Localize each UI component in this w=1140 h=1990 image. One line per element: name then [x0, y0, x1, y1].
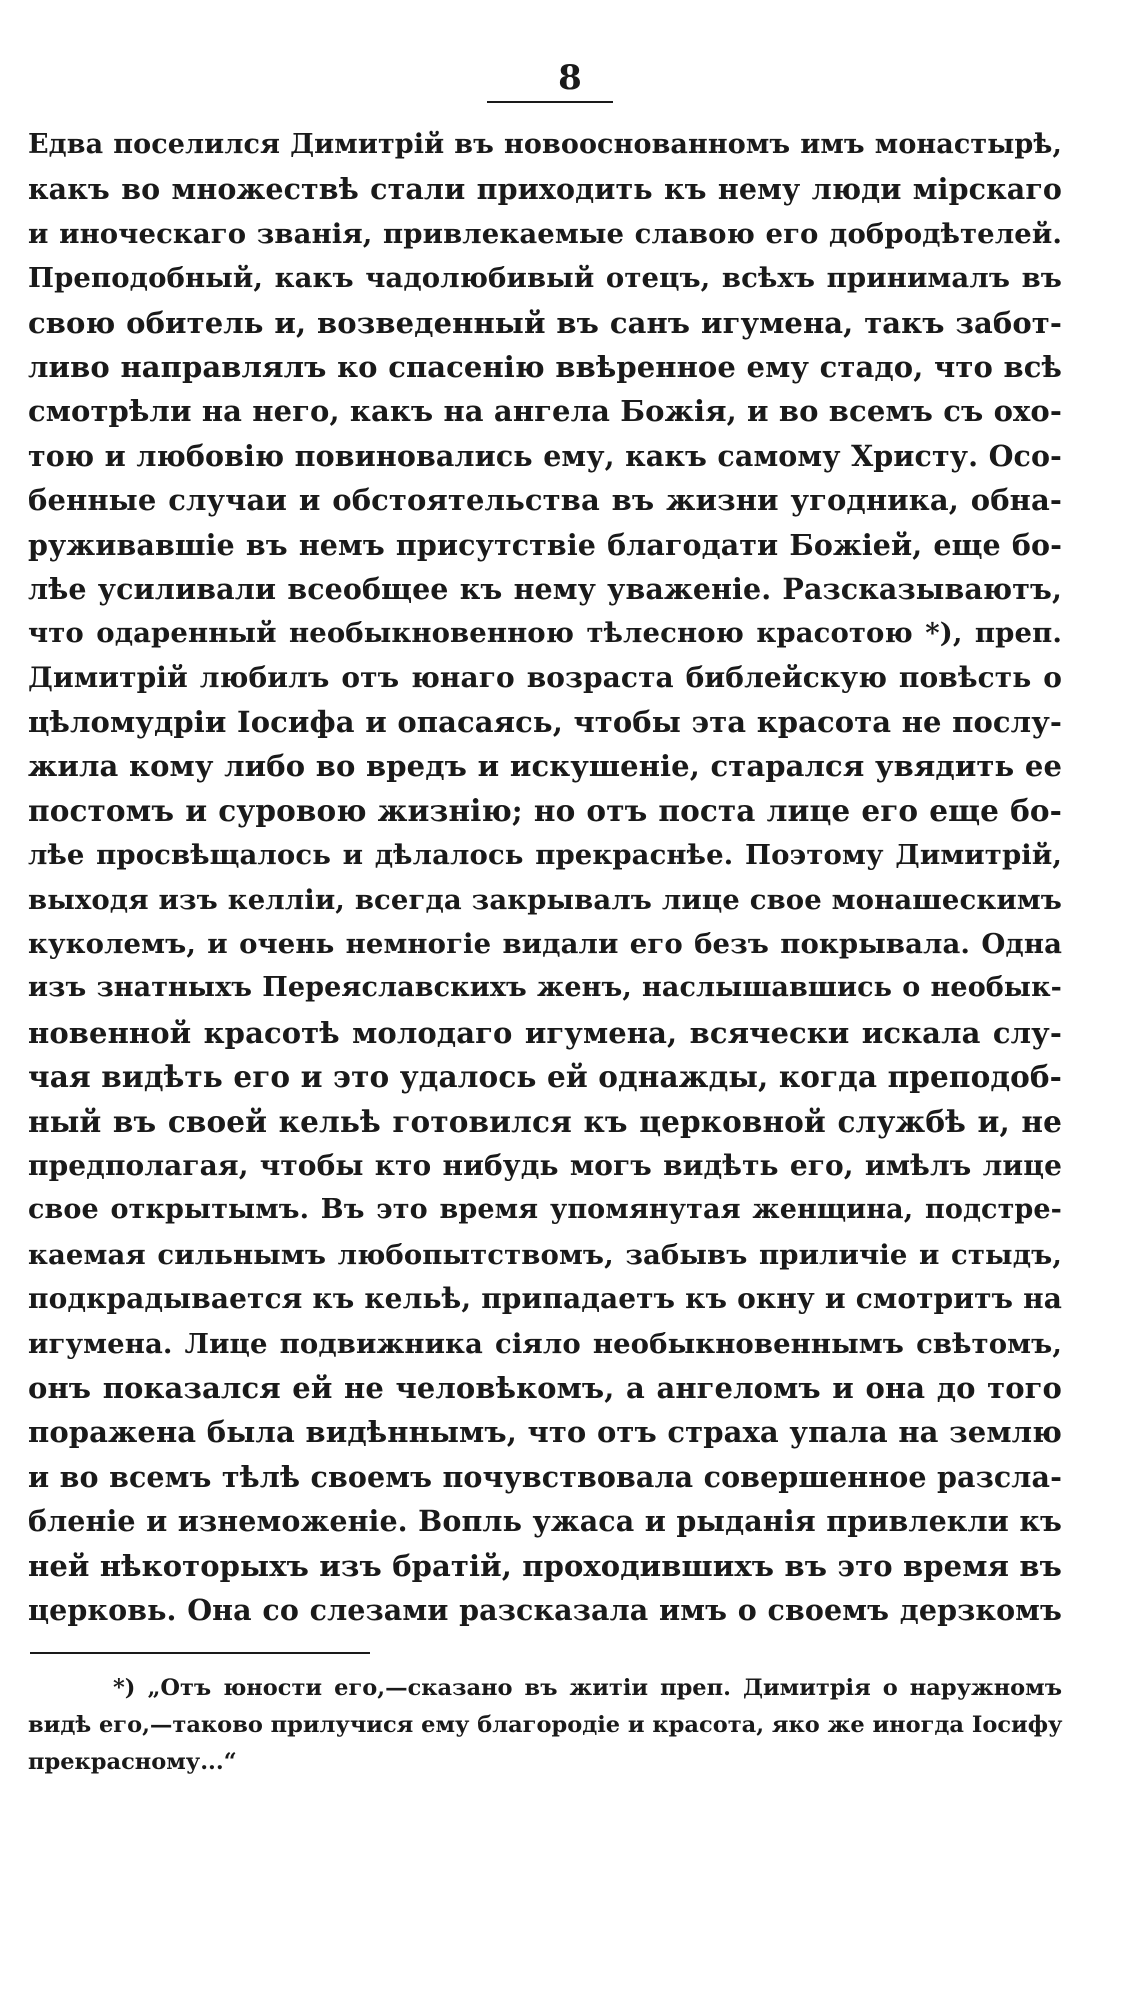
text-line: постомъ и суровою жизнію; но отъ поста лице его еще бо-: [28, 792, 1062, 828]
text-line: изъ знатныхъ Переяславскихъ женъ, наслышавшись о необык-: [28, 972, 1062, 1004]
text-line: Преподобный, какъ чадолюбивый отецъ, всѣхъ принималъ въ: [28, 262, 1062, 295]
text-line: и во всемъ тѣлѣ своемъ почувствовала совершенное разсла-: [28, 1459, 1062, 1494]
text-line: игумена. Лице подвижника сіяло необыкновеннымъ свѣтомъ,: [28, 1327, 1062, 1360]
text-line: лѣе просвѣщалось и дѣлалось прекраснѣе. Поэтому Димитрій,: [28, 839, 1062, 872]
text-line: руживавшіе въ немъ присутствіе благодати Божіей, еще бо-: [28, 527, 1062, 562]
text-line: и иноческаго званія, привлекаемые славою его добродѣтелей.: [28, 217, 1062, 250]
text-line: церковь. Она со слезами разсказала имъ о своемъ дерзкомъ: [28, 1592, 1062, 1627]
text-line: поражена была видѣннымъ, что отъ страха упала на землю: [28, 1415, 1062, 1450]
text-line: онъ показался ей не человѣкомъ, а ангеломъ и она до того: [28, 1370, 1062, 1405]
text-line: Димитрій любилъ отъ юнаго возраста библейскую повѣсть о: [28, 660, 1062, 694]
text-line: ливо направлялъ ко спасенію ввѣренное ему стадо, что всѣ: [28, 349, 1062, 384]
text-line: бленіе и изнеможеніе. Вопль ужаса и рыданія привлекли къ: [28, 1504, 1062, 1539]
footnote-divider: [30, 1652, 370, 1654]
text-line: ней нѣкоторыхъ изъ братій, проходившихъ въ это время въ: [28, 1548, 1062, 1583]
text-line: предполагая, чтобы кто нибудь могъ видѣть его, имѣлъ лице: [28, 1148, 1062, 1182]
main-text-block: [28, 123, 1062, 1632]
text-line: выходя изъ келліи, всегда закрывалъ лице свое монашескимъ: [28, 883, 1062, 916]
text-line: какъ во множествѣ стали приходить къ нему люди мірскаго: [28, 172, 1062, 207]
header-divider: [487, 101, 613, 103]
footnote-line: *) „Отъ юности его,—сказано въ житіи преп. Димитрія о наружномъ: [113, 1675, 1062, 1701]
footnote-line: прекрасному...“: [28, 1749, 237, 1775]
text-line: цѣломудріи Іосифа и опасаясь, чтобы эта красота не послу-: [28, 705, 1062, 740]
text-line: чая видѣть его и это удалось ей однажды, когда преподоб-: [28, 1059, 1062, 1095]
text-line: подкрадывается къ кельѣ, припадаетъ къ окну и смотритъ на: [28, 1282, 1062, 1316]
text-line: каемая сильнымъ любопытствомъ, забывъ приличіе и стыдъ,: [28, 1238, 1062, 1271]
text-line: тою и любовію повиновались ему, какъ самому Христу. Осо-: [28, 438, 1062, 473]
text-line: новенной красотѣ молодаго игумена, всячески искала слу-: [28, 1015, 1062, 1050]
text-line: смотрѣли на него, какъ на ангела Божія, и во всемъ съ охо-: [28, 394, 1062, 429]
footnote-block: [28, 1670, 1062, 1781]
page-number: 8: [558, 58, 582, 98]
text-line: свое открытымъ. Въ это время упомянутая женщина, подстре-: [28, 1194, 1062, 1226]
text-line: бенные случаи и обстоятельства въ жизни угодника, обна-: [28, 483, 1062, 518]
text-line: ный въ своей кельѣ готовился къ церковной службѣ и, не: [28, 1103, 1062, 1139]
text-line: куколемъ, и очень немногіе видали его безъ покрывала. Одна: [28, 928, 1062, 961]
text-line: что одаренный необыкновенною тѣлесною красотою *), преп.: [28, 617, 1062, 650]
text-line: лѣе усиливали всеобщее къ нему уваженіе. Разсказываютъ,: [28, 571, 1062, 606]
footnote-line: видѣ его,—таково прилучися ему благородіе и красота, яко же иногда Іосифу: [28, 1712, 1063, 1738]
text-line: жила кому либо во вредъ и искушеніе, старался увядить ее: [28, 749, 1062, 784]
text-line: Едва поселился Димитрій въ новооснованномъ имъ монастырѣ,: [28, 129, 1062, 160]
text-line: свою обитель и, возведенный въ санъ игумена, такъ забот-: [28, 305, 1062, 340]
